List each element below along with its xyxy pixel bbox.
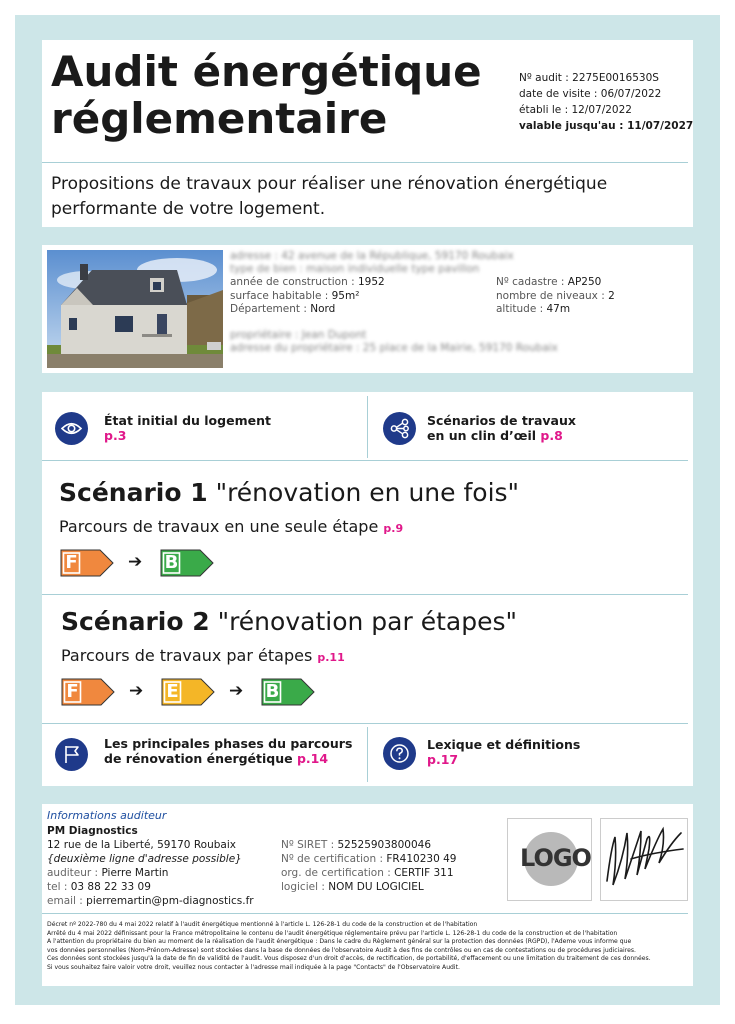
audit-meta [519, 70, 693, 134]
energy-class-f [61, 678, 115, 706]
energy-class-letter: B [164, 552, 179, 573]
auditor-name: auditeur : Pierre Martin [47, 867, 169, 879]
energy-class-e [161, 678, 215, 706]
eye-icon [55, 412, 88, 445]
signature [601, 819, 687, 900]
legal-line: vos données personnelles (Nom-Prénom-Adresse) sont stockées dans la base de données de l'observatoire Audit à des fins de contrôles ou en cas de contestations ou de procédures judiciaires. [47, 946, 636, 954]
legal-divider [42, 913, 688, 914]
legal-line: Décret nº 2022-780 du 4 mai 2022 relatif à l'audit énergétique mentionné à l'article L. 126-28-1 du code de la construction et de l'habitation [47, 921, 478, 928]
number-of-levels: nombre de niveaux : 2 [496, 290, 615, 302]
energy-class-letter: B [265, 681, 280, 702]
summary-hline-1 [42, 460, 688, 461]
energy-class-f [60, 549, 114, 577]
subtitle-line-2: performante de votre logement. [51, 199, 326, 219]
energy-class-b [160, 549, 214, 577]
logo-box [507, 818, 592, 901]
scenario-1-subtitle: Parcours de travaux en une seule étape p.9 [59, 517, 404, 536]
subtitle [51, 172, 607, 222]
scenario-1-title[interactable]: Scénario 1 "rénovation en une fois" [59, 478, 520, 507]
construction-year: année de construction : 1952 [230, 276, 385, 288]
link-lexicon[interactable]: Lexique et définitions p.17 [427, 737, 581, 767]
logo-text: LOGO [520, 844, 591, 872]
altitude: altitude : 47m [496, 303, 571, 315]
scenario-2-subtitle: Parcours de travaux par étapes p.11 [61, 646, 345, 665]
header-divider [42, 162, 688, 163]
legal-line: Ces données sont stockées jusqu'à la date de fin de validité de l'audit. Vous disposez d'un droit d'accès, de rectification, de portabilité, d'effacement ou une limitation du traitement de ces données. [47, 955, 651, 962]
transition-arrow-icon: ➔ [229, 681, 244, 701]
question-icon [383, 737, 416, 770]
link-phases[interactable]: Les principales phases du parcours de rénovation énergétique p.14 [104, 736, 353, 766]
legal-line: A l'attention du propriétaire du bien au moment de la réalisation de l'audit énergétique : Dans le cadre du Règlement général sur la protection des données (RGPD), l'Ademe vous informe que [47, 938, 632, 945]
transition-arrow-icon: ➔ [128, 552, 143, 572]
title-line-1: Audit énergétique [51, 47, 482, 96]
living-surface: surface habitable : 95m² [230, 290, 360, 302]
summary-divider-top [367, 396, 368, 458]
owner-address: adresse du propriétaire : 25 place de la Mairie, 59170 Roubaix [230, 342, 558, 354]
legal-line: Si vous souhaitez faire valoir votre droit, veuillez nous contacter à l'adresse mail indiquée à la page "Contacts" de l'Observatoire Audit. [47, 963, 460, 971]
auditor-details [47, 824, 254, 908]
link-initial-state[interactable]: État initial du logement p.3 [104, 413, 271, 443]
auditor-heading: Informations auditeur [47, 809, 167, 822]
page-title [51, 48, 482, 142]
valid-until: valable jusqu'au : 11/07/2027 [519, 120, 694, 132]
title-line-2: réglementaire [51, 94, 388, 143]
siret: Nº SIRET : 52525903800046 [281, 839, 431, 851]
auditor-certification [281, 838, 456, 894]
summary-divider-bottom [367, 727, 368, 782]
legal-notice [47, 921, 687, 972]
share-nodes-icon [383, 412, 416, 445]
certification-number: Nº de certification : FR410230 49 [281, 853, 457, 865]
established-date: établi le : 12/07/2022 [519, 104, 632, 116]
summary-hline-3 [42, 723, 688, 724]
visit-date: date de visite : 06/07/2022 [519, 88, 662, 100]
link-scenarios-glance[interactable]: Scénarios de travaux en un clin d’œil p.8 [427, 413, 576, 443]
property-address: adresse : 42 avenue de la République, 59170 Roubaix [230, 250, 514, 262]
legal-line: Arrêté du 4 mai 2022 définissant pour la France métropolitaine le contenu de l'audit énergétique réglementaire prévu par l'article L. 126-28-1 du code de la construction et de l'habitation [47, 929, 618, 937]
software: logiciel : NOM DU LOGICIEL [281, 881, 424, 893]
scenario-2-title[interactable]: Scénario 2 "rénovation par étapes" [61, 607, 517, 636]
auditor-company: PM Diagnostics [47, 825, 138, 837]
auditor-address-1: 12 rue de la Liberté, 59170 Roubaix [47, 839, 236, 851]
signature-box [600, 818, 688, 901]
auditor-email[interactable]: email : pierremartin@pm-diagnostics.fr [47, 895, 254, 907]
energy-class-b [261, 678, 315, 706]
flag-icon [55, 738, 88, 771]
summary-hline-2 [42, 594, 688, 595]
auditor-address-2: {deuxième ligne d'adresse possible} [47, 853, 242, 865]
energy-class-letter: F [65, 552, 78, 573]
energy-class-letter: E [166, 681, 179, 702]
cadastre-number: Nº cadastre : AP250 [496, 276, 602, 288]
house-photo [47, 250, 223, 368]
subtitle-line-1: Propositions de travaux pour réaliser une rénovation énergétique [51, 174, 608, 194]
energy-class-letter: F [66, 681, 79, 702]
department: Département : Nord [230, 303, 336, 315]
transition-arrow-icon: ➔ [129, 681, 144, 701]
auditor-tel: tel : 03 88 22 33 09 [47, 881, 151, 893]
audit-number: Nº audit : 2275E0016530S [519, 72, 659, 84]
certification-org: org. de certification : CERTIF 311 [281, 867, 454, 879]
property-type: type de bien : maison individuelle type pavillon [230, 263, 480, 275]
owner-name: propriétaire : Jean Dupont [230, 329, 367, 341]
